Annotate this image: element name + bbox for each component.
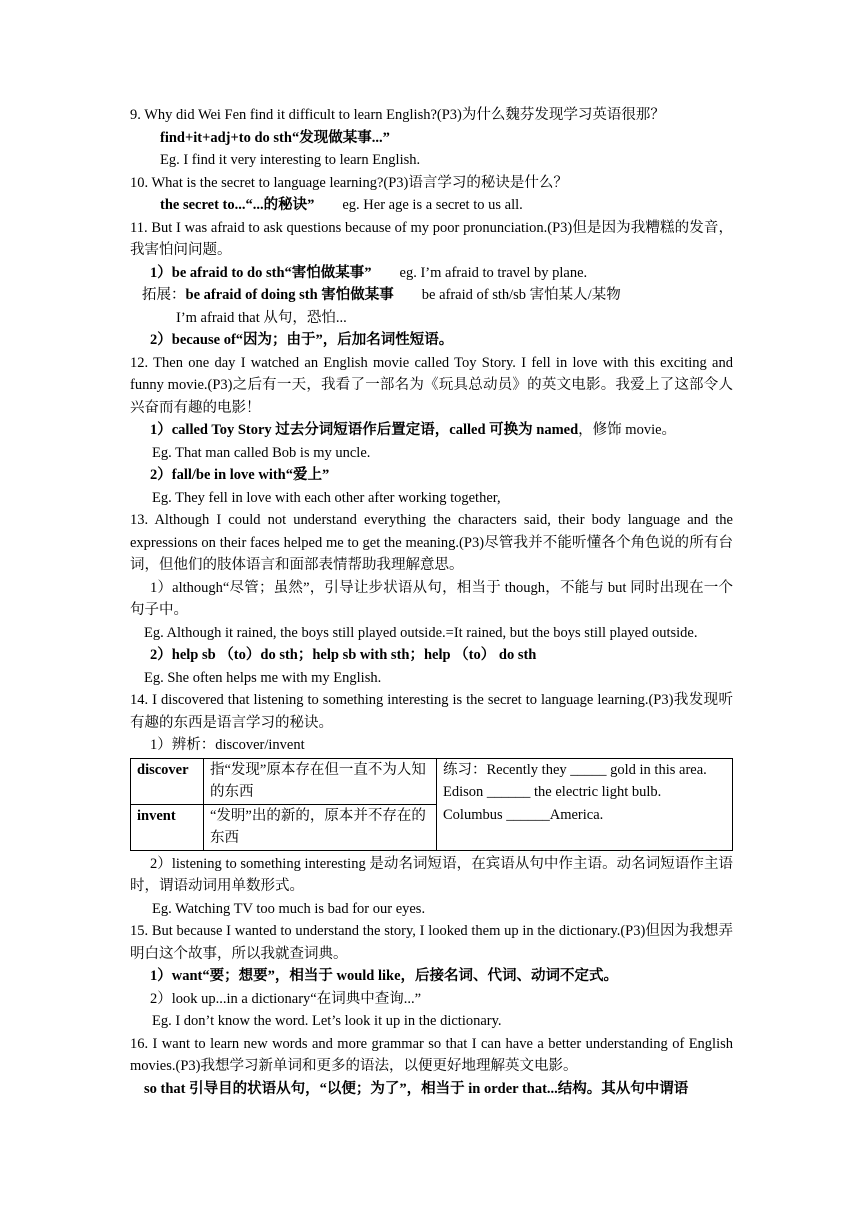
- item-12-question: 12. Then one day I watched an English movie called Toy Story. I fell in love with this exciting and funny movie.(P3)之后有一天，我看了一部名为《玩具总动员》的英文电影。我爱上了这部令人兴奋而有趣的电影！: [130, 354, 733, 416]
- item-12-p1-line: [130, 419, 733, 442]
- item-10-question: 10. What is the secret to language learning?(P3)语言学习的秘诀是什么？: [130, 174, 568, 191]
- invent-def-cell: “发明”出的新的，原本并不存在的东西: [204, 804, 437, 850]
- practice-cell: [437, 758, 733, 850]
- item-9-question: 9. Why did Wei Fen find it difficult to learn English?(P3)为什么魏芬发现学习英语很那？: [130, 107, 665, 123]
- item-11-p1-example: eg. I’m afraid to travel by plane.: [399, 264, 588, 281]
- item-12-p2: 2）fall/be in love with“爱上”: [150, 467, 330, 483]
- item-15-p2-example: Eg. I don’t know the word. Let’s look it up in the dictionary.: [152, 1013, 502, 1029]
- item-12-p1-rest: ，修饰 movie。: [578, 422, 677, 438]
- item-9-example: Eg. I find it very interesting to learn English.: [160, 152, 421, 168]
- discover-def-cell: 指“发现”原本存在但一直不为人知的东西: [204, 758, 437, 804]
- item-14-question: 14. I discovered that listening to something interesting is the secret to language learning.(P3)我发现听有趣的东西是语言学习的秘诀。: [130, 692, 733, 731]
- item-12-p1-example: Eg. That man called Bob is my uncle.: [152, 444, 371, 461]
- invent-word-cell: invent: [131, 804, 204, 850]
- item-11-ext-label: 拓展：: [142, 287, 186, 303]
- item-13-p2-example: Eg. She often helps me with my English.: [144, 669, 382, 686]
- item-13-p1-example: Eg. Although it rained, the boys still played outside.=It rained, but the boys still played outside.: [144, 624, 698, 641]
- item-10-line: [130, 194, 733, 217]
- discover-invent-table: [130, 758, 733, 851]
- item-13-p2: 2）help sb （to）do sth；help sb with sth；help （to） do sth: [150, 647, 537, 663]
- item-9-point: find+it+adj+to do sth“发现做某事...”: [160, 129, 390, 146]
- item-15-question: 15. But because I wanted to understand the story, I looked them up in the dictionary.(P3)但因为我想弄明白这个故事，所以我就查词典。: [130, 923, 733, 962]
- item-16-point: so that 引导目的状语从句，“以便；为了”，相当于 in order that...结构。其从句中谓语: [144, 1080, 689, 1097]
- item-12-p2-example: Eg. They fell in love with each other after working together,: [152, 489, 501, 506]
- item-10-point: the secret to...“...的秘诀”: [160, 197, 315, 213]
- item-11-ext-line: [130, 284, 733, 307]
- item-10-example: eg. Her age is a secret to us all.: [342, 197, 523, 213]
- document-page: [130, 104, 733, 1100]
- item-14-p1: 1）辨析：discover/invent: [150, 737, 305, 753]
- item-11-ext-bold: be afraid of doing sth 害怕做某事: [185, 287, 394, 303]
- item-13-p1: 1）although“尽管；虽然”，引导让步状语从句，相当于 though，不能与 but 同时出现在一个句子中。: [130, 579, 733, 618]
- table-row: [131, 758, 733, 804]
- item-11-question: 11. But I was afraid to ask questions because of my poor pronunciation.(P3)但是因为我糟糕的发音，我害怕问问题。: [130, 219, 733, 258]
- item-15-p2: 2）look up...in a dictionary“在词典中查询...”: [150, 990, 422, 1007]
- item-11-ext2: I’m afraid that 从句，恐怕...: [176, 309, 347, 326]
- item-16-question: 16. I want to learn new words and more grammar so that I can have a better understanding of English movies.(P3)我想学习新单词和更多的语法，以便更好地理解英文电影。: [130, 1035, 733, 1074]
- item-12-p1-bold: 1）called Toy Story 过去分词短语作后置定语，called 可换为 named: [150, 422, 579, 438]
- item-11-p1: 1）be afraid to do sth“害怕做某事”: [150, 264, 372, 281]
- item-13-question: 13. Although I could not understand everything the characters said, their body language and the expressions on their faces helped me to get the meaning.(P3)尽管我并不能听懂各个角色说的所有台词，但他们的肢体语言和面部表情帮助我理解意思。: [130, 512, 733, 573]
- practice-line-1: 练习：Recently they _____ gold in this area.: [443, 761, 707, 778]
- item-11-ext-more: be afraid of sth/sb 害怕某人/某物: [421, 287, 621, 303]
- practice-line-3: Columbus ______America.: [443, 806, 604, 823]
- item-11-p1-line: [130, 262, 733, 285]
- discover-word-cell: discover: [131, 758, 204, 804]
- item-15-p1: 1）want“要；想要”，相当于 would like，后接名词、代词、动词不定式。: [150, 968, 619, 984]
- item-14-p2-example: Eg. Watching TV too much is bad for our eyes.: [152, 900, 426, 917]
- item-14-p2: 2）listening to something interesting 是动名词短语，在宾语从句中作主语。动名词短语作主语时，谓语动词用单数形式。: [130, 855, 733, 894]
- item-11-p2: 2）because of“因为；由于”，后加名词性短语。: [150, 332, 454, 348]
- practice-line-2: Edison ______ the electric light bulb.: [443, 784, 662, 800]
